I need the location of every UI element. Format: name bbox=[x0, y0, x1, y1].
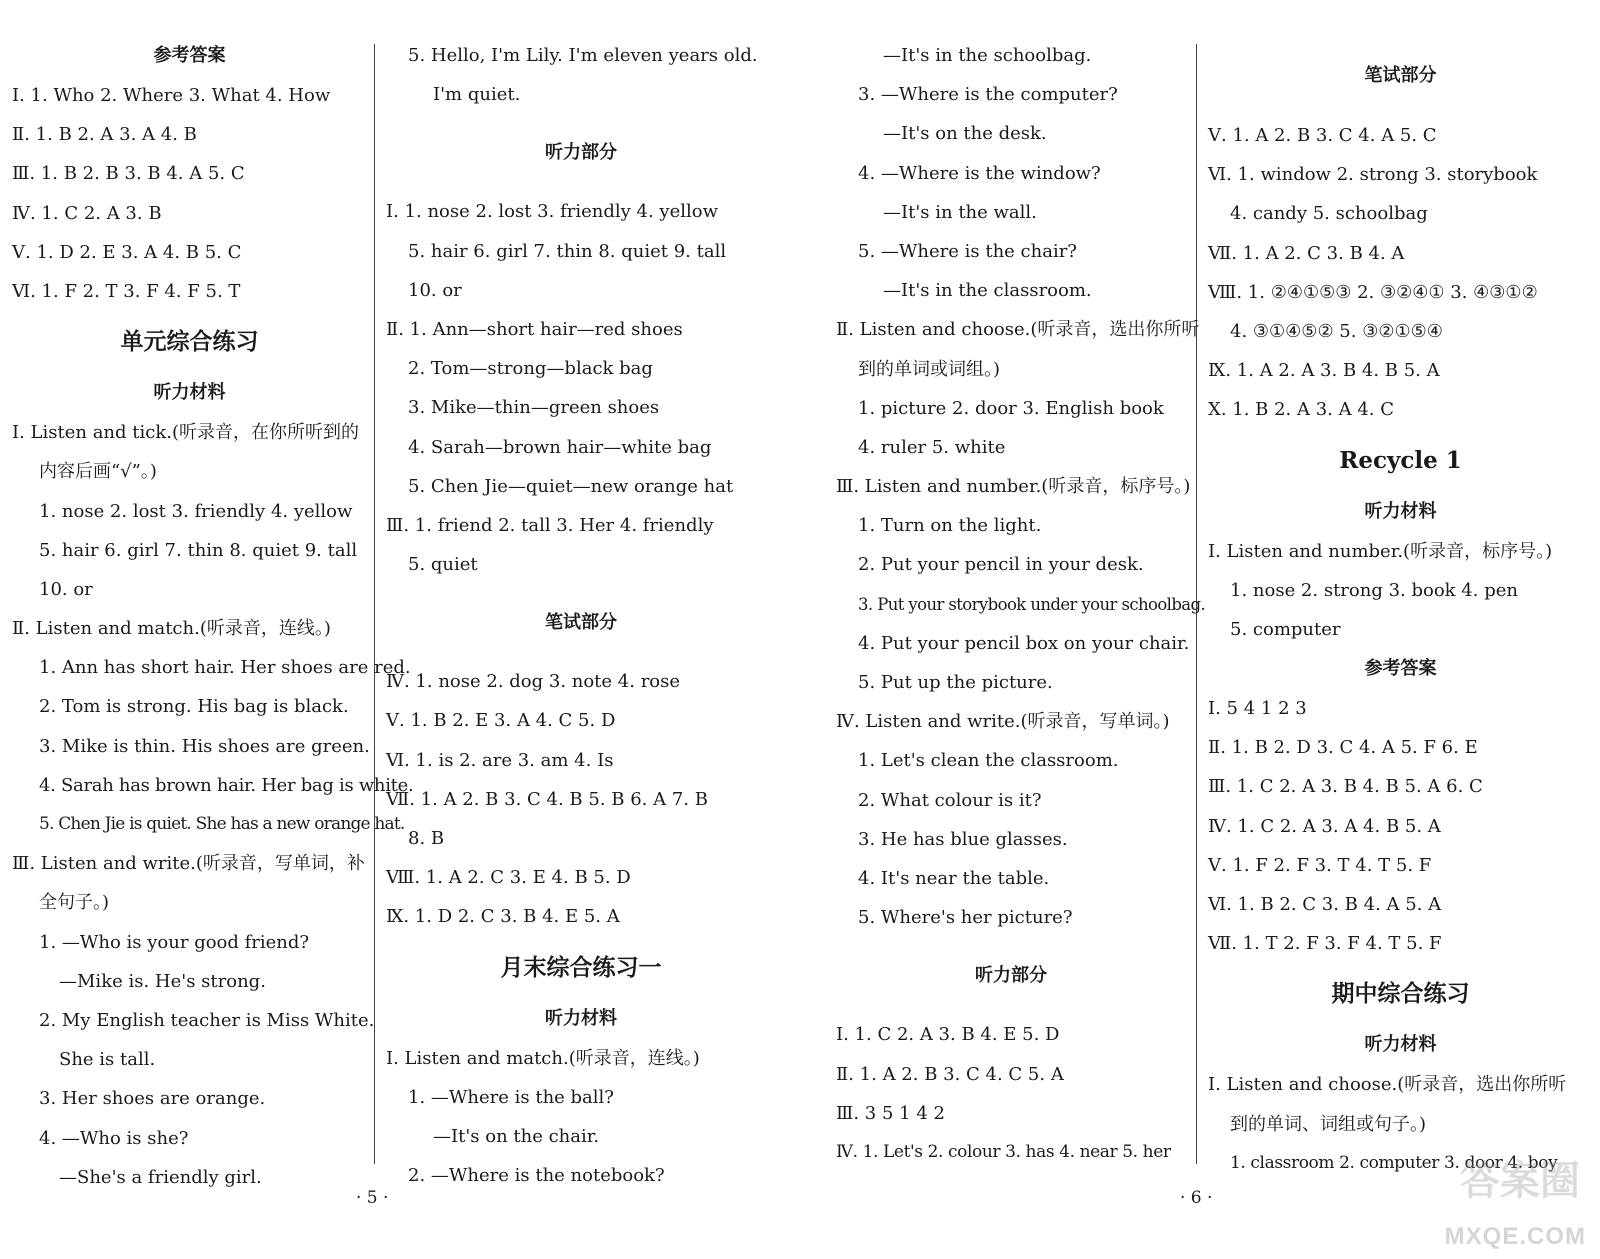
section-heading: 听力材料 bbox=[153, 382, 226, 404]
text-line: 5. computer bbox=[1230, 618, 1341, 640]
text-line: —It's on the chair. bbox=[433, 1125, 600, 1147]
text-line: Ⅲ. 1. C 2. A 3. B 4. B 5. A 6. C bbox=[1208, 776, 1483, 798]
text-line: Ⅴ. 1. D 2. E 3. A 4. B 5. C bbox=[12, 241, 242, 263]
text-line: 10. or bbox=[39, 578, 93, 600]
text-line: 到的单词、词组或句子。) bbox=[1230, 1113, 1427, 1135]
text-line: 全句子。) bbox=[39, 892, 110, 914]
section-heading: 笔试部分 bbox=[1364, 65, 1437, 86]
text-line: 3. Mike—thin—green shoes bbox=[408, 397, 660, 419]
text-line: 内容后画“√”。) bbox=[39, 461, 157, 483]
listening-script bbox=[12, 413, 414, 1197]
text-line: 3. Her shoes are orange. bbox=[39, 1088, 266, 1110]
text-line: 1. Let's clean the classroom. bbox=[858, 750, 1119, 772]
watermark-cn: 答案圈 bbox=[1460, 1158, 1580, 1204]
text-line: Ⅶ. 1. A 2. B 3. C 4. B 5. B 6. A 7. B bbox=[386, 788, 708, 810]
answer-list bbox=[1208, 116, 1593, 430]
text-line: Ⅸ. 1. A 2. A 3. B 4. B 5. A bbox=[1208, 360, 1440, 382]
text-line: Ⅰ. 1. C 2. A 3. B 4. E 5. D bbox=[836, 1024, 1060, 1046]
text-line: 5. —Where is the chair? bbox=[858, 240, 1077, 262]
text-line: Ⅰ. 1. Who 2. Where 3. What 4. How bbox=[12, 85, 331, 106]
column-1 bbox=[12, 36, 414, 1197]
text-line: 3. Mike is thin. His shoes are green. bbox=[39, 735, 370, 757]
text-line: 5. hair 6. girl 7. thin 8. quiet 9. tall bbox=[408, 240, 727, 262]
watermark-logo bbox=[1412, 1145, 1592, 1255]
section-heading: 参考答案 bbox=[1364, 658, 1437, 680]
text-line: —It's on the desk. bbox=[883, 123, 1047, 145]
text-line: 3. He has blue glasses. bbox=[858, 828, 1068, 850]
text-line: 到的单词或词组。) bbox=[858, 358, 1001, 380]
text-line: Ⅱ. Listen and match.(听录音，连线。) bbox=[12, 618, 331, 640]
text-line: 2. —Where is the notebook? bbox=[408, 1165, 665, 1187]
text-line: 2. Tom—strong—black bag bbox=[408, 358, 653, 380]
text-line: 5. Hello, I'm Lily. I'm eleven years old. bbox=[408, 45, 758, 66]
column-divider bbox=[374, 44, 375, 1164]
text-line: Ⅰ. 5 4 1 2 3 bbox=[1208, 698, 1307, 720]
text-line: Ⅳ. 1. C 2. A 3. A 4. B 5. A bbox=[1208, 815, 1441, 837]
text-line: 1. classroom 2. computer 3. door 4. boy bbox=[1230, 1152, 1558, 1173]
section-heading: 听力材料 bbox=[1364, 1034, 1437, 1056]
column-4 bbox=[1208, 36, 1593, 1183]
text-line: Ⅵ. 1. window 2. strong 3. storybook bbox=[1208, 164, 1538, 186]
section-heading: 参考答案 bbox=[153, 45, 226, 66]
text-line: Ⅱ. 1. B 2. D 3. C 4. A 5. F 6. E bbox=[1208, 737, 1478, 759]
text-line: 3. —Where is the computer? bbox=[858, 84, 1118, 106]
text-line: 1. Turn on the light. bbox=[858, 515, 1042, 537]
text-line: —It's in the wall. bbox=[883, 201, 1037, 223]
text-line: Ⅳ. Listen and write.(听录音，写单词。) bbox=[836, 711, 1170, 733]
text-line: 3. Put your storybook under your schoolbag. bbox=[858, 594, 1206, 614]
text-line: Ⅲ. 1. B 2. B 3. B 4. A 5. C bbox=[12, 163, 245, 185]
text-line: 5. Put up the picture. bbox=[858, 672, 1053, 693]
text-line: 2. My English teacher is Miss White. bbox=[39, 1009, 375, 1031]
text-line: Ⅷ. 1. A 2. C 3. E 4. B 5. D bbox=[386, 867, 631, 889]
text-line: Ⅲ. 3 5 1 4 2 bbox=[836, 1102, 945, 1124]
text-line: 1. —Where is the ball? bbox=[408, 1086, 614, 1108]
text-line: 4. —Where is the window? bbox=[858, 162, 1101, 184]
text-line: Ⅰ. 1. nose 2. lost 3. friendly 4. yellow bbox=[386, 201, 718, 223]
text-line: Ⅲ. Listen and number.(听录音，标序号。) bbox=[836, 476, 1191, 498]
text-line: I'm quiet. bbox=[433, 84, 521, 106]
text-line: Ⅳ. 1. Let's 2. colour 3. has 4. near 5. her bbox=[836, 1141, 1171, 1162]
text-line: 1. nose 2. lost 3. friendly 4. yellow bbox=[39, 500, 353, 522]
text-line: 4. It's near the table. bbox=[858, 867, 1050, 889]
text-line: Ⅵ. 1. is 2. are 3. am 4. Is bbox=[386, 749, 614, 771]
text-line: 5. quiet bbox=[408, 554, 478, 576]
text-line: 4. Put your pencil box on your chair. bbox=[858, 632, 1190, 654]
text-line: Ⅹ. 1. B 2. A 3. A 4. C bbox=[1208, 399, 1395, 421]
text-line: 2. Put your pencil in your desk. bbox=[858, 554, 1144, 576]
text-line: 4. ③①④⑤② 5. ③②①⑤④ bbox=[1230, 320, 1443, 342]
text-line: Ⅵ. 1. F 2. T 3. F 4. F 5. T bbox=[12, 280, 241, 302]
text-line: Ⅸ. 1. D 2. C 3. B 4. E 5. A bbox=[386, 906, 620, 928]
answer-list bbox=[12, 76, 367, 311]
listening-script bbox=[386, 1039, 776, 1196]
text-line: —She's a friendly girl. bbox=[59, 1166, 262, 1188]
answer-list bbox=[386, 662, 776, 936]
answer-list bbox=[386, 192, 776, 584]
text-line: Ⅶ. 1. A 2. C 3. B 4. A bbox=[1208, 242, 1405, 264]
section-heading: 听力材料 bbox=[545, 1007, 617, 1029]
text-line: Ⅰ. Listen and match.(听录音，连线。) bbox=[386, 1047, 700, 1069]
text-line: Ⅱ. Listen and choose.(听录音，选出你所听 bbox=[836, 319, 1200, 341]
text-line: 10. or bbox=[408, 279, 462, 301]
section-title: 月末综合练习一 bbox=[500, 954, 662, 981]
text-line: 4. Sarah—brown hair—white bag bbox=[408, 436, 712, 458]
text-line: 1. —Who is your good friend? bbox=[39, 931, 310, 953]
text-line: Ⅱ. 1. B 2. A 3. A 4. B bbox=[12, 124, 197, 146]
section-title: 单元综合练习 bbox=[120, 329, 259, 356]
column-2 bbox=[386, 36, 776, 1195]
text-line: Ⅰ. Listen and number.(听录音，标序号。) bbox=[1208, 540, 1553, 562]
text-line: Ⅳ. 1. nose 2. dog 3. note 4. rose bbox=[386, 671, 681, 693]
listening-script bbox=[1208, 532, 1593, 650]
text-line: 8. B bbox=[408, 828, 445, 849]
text-line: Ⅳ. 1. C 2. A 3. B bbox=[12, 202, 162, 224]
page-number-right: · 6 · bbox=[1180, 1188, 1213, 1208]
section-heading: 听力部分 bbox=[545, 142, 617, 164]
text-line: 1. nose 2. strong 3. book 4. pen bbox=[1230, 579, 1518, 601]
text-line: —Mike is. He's strong. bbox=[59, 970, 266, 992]
text-line: 5. hair 6. girl 7. thin 8. quiet 9. tall bbox=[39, 539, 358, 561]
text-line: 4. Sarah has brown hair. Her bag is white. bbox=[39, 774, 414, 796]
text-line: 2. Tom is strong. His bag is black. bbox=[39, 696, 349, 718]
text-line: 2. What colour is it? bbox=[858, 789, 1042, 811]
section-title: 期中综合练习 bbox=[1331, 981, 1470, 1008]
text-line: Ⅵ. 1. B 2. C 3. B 4. A 5. A bbox=[1208, 894, 1442, 915]
section-title: Recycle 1 bbox=[1339, 446, 1462, 474]
text-line: Ⅰ. Listen and choose.(听录音，选出你所听 bbox=[1208, 1074, 1567, 1096]
text-line: Ⅲ. Listen and write.(听录音，写单词，补 bbox=[12, 853, 365, 875]
column-3 bbox=[836, 36, 1206, 1172]
answer-list bbox=[1208, 689, 1593, 963]
text-line: 5. Chen Jie is quiet. She has a new orange hat. bbox=[39, 814, 405, 834]
text-line: Ⅱ. 1. A 2. B 3. C 4. C 5. A bbox=[836, 1063, 1064, 1085]
text-line: 4. ruler 5. white bbox=[858, 436, 1006, 458]
text-line: —It's in the classroom. bbox=[883, 280, 1092, 302]
page-number-left: · 5 · bbox=[356, 1188, 389, 1208]
section-heading: 笔试部分 bbox=[545, 612, 617, 634]
answer-list bbox=[836, 1015, 1186, 1172]
text-line: Ⅰ. Listen and tick.(听录音，在你所听到的 bbox=[12, 422, 359, 444]
text-line: Ⅴ. 1. F 2. F 3. T 4. T 5. F bbox=[1208, 854, 1432, 876]
watermark-en: MXQE.COM bbox=[1444, 1223, 1586, 1250]
text-line: 1. picture 2. door 3. English book bbox=[858, 397, 1164, 419]
text-line: Ⅶ. 1. T 2. F 3. F 4. T 5. F bbox=[1208, 933, 1442, 955]
text-line: 4. candy 5. schoolbag bbox=[1230, 203, 1428, 225]
text-line: Ⅴ. 1. B 2. E 3. A 4. C 5. D bbox=[386, 710, 616, 732]
section-heading: 听力材料 bbox=[1364, 500, 1437, 522]
text-line: She is tall. bbox=[59, 1049, 156, 1071]
text-line: 5. Chen Jie—quiet—new orange hat bbox=[408, 475, 734, 497]
section-heading: 听力部分 bbox=[975, 965, 1047, 987]
text-line: 1. Ann has short hair. Her shoes are red. bbox=[39, 657, 411, 679]
text-line: Ⅴ. 1. A 2. B 3. C 4. A 5. C bbox=[1208, 125, 1437, 146]
text-line: Ⅲ. 1. friend 2. tall 3. Her 4. friendly bbox=[386, 514, 714, 536]
text-line: —It's in the schoolbag. bbox=[883, 45, 1092, 66]
text-line: Ⅱ. 1. Ann—short hair—red shoes bbox=[386, 318, 683, 340]
text-line: Ⅷ. 1. ②④①⑤③ 2. ③②④① 3. ④③①② bbox=[1208, 281, 1538, 303]
text-line: 4. —Who is she? bbox=[39, 1127, 189, 1149]
text-line: 5. Where's her picture? bbox=[858, 907, 1073, 929]
